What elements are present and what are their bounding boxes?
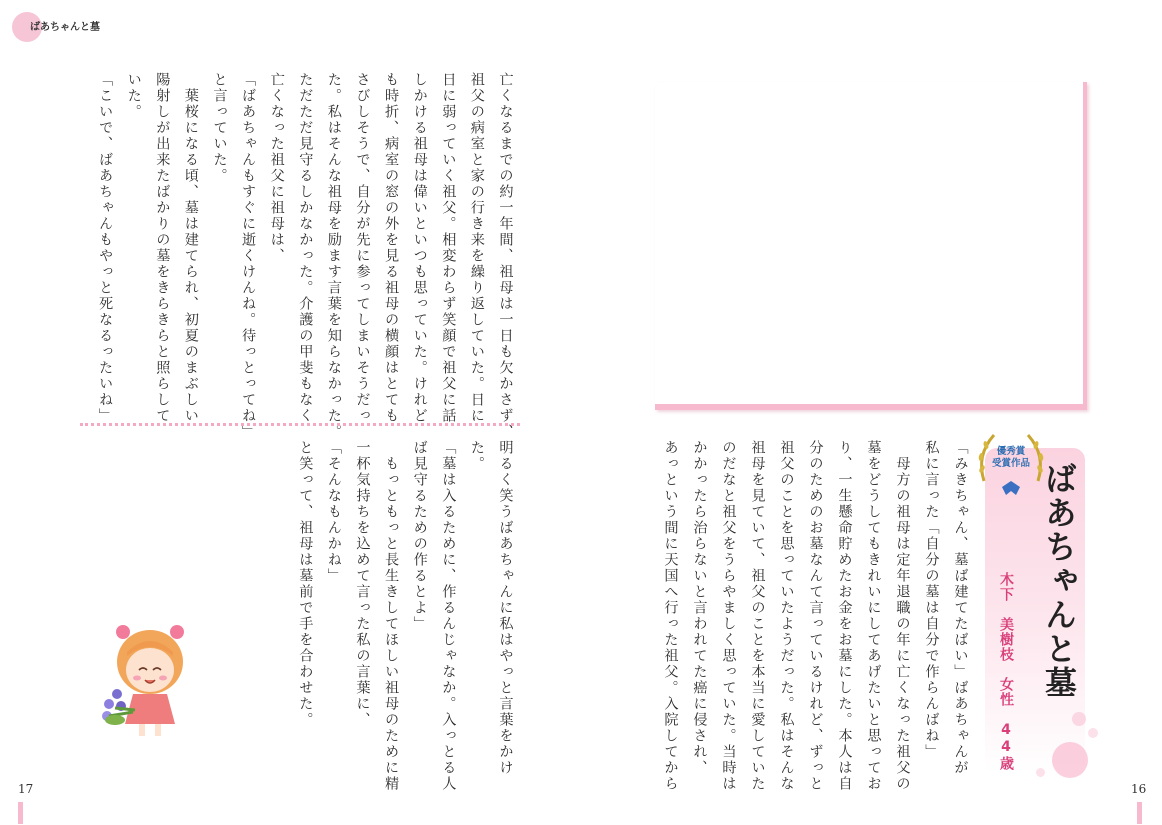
text-column: 母方の祖母は定年退職の年に亡くなった祖父の (894, 440, 911, 792)
decorative-bubble (1088, 728, 1098, 738)
section-divider (80, 423, 520, 426)
text-column: 明るく笑うばあちゃんに私はやっと言葉をかけ (497, 440, 514, 776)
text-column: かかったら治らないと言われてた癌に侵され、 (691, 440, 708, 776)
text-column: さびしそうで、自分が先に参ってしまいそうだっ (354, 72, 371, 424)
text-column: 祖父のことを思っていたようだった。私はそんな (778, 440, 795, 792)
text-column: 「墓は入るために、作るんじゃなか。入っとる人 (440, 440, 457, 792)
text-column: 亡くなるまでの約一年間、祖母は一日も欠かさず、 (497, 72, 514, 440)
text-column: 分のためのお墓なんて言っているけれど、ずっと (807, 440, 824, 792)
text-column: 陽射しが出来たばかりの墓をきらきらと照らして (154, 72, 171, 424)
page-number-left: 17 (18, 782, 34, 796)
text-column: 私に言った「自分の墓は自分で作らんばね」 (923, 440, 940, 760)
text-column: と言っていた。 (211, 72, 228, 184)
decorative-bubble (1072, 712, 1086, 726)
text-column: もっともっと長生きしてほしい祖母のために精 (383, 440, 400, 792)
running-header: ばあちゃんと墓 (30, 22, 100, 33)
text-column: ば見守るための作るとよ」 (411, 440, 428, 632)
girl-with-flowers-illustration (95, 612, 205, 742)
text-column: ただただ見守るしかなかった。介護の甲斐もなく (297, 72, 314, 424)
text-column: 葉桜になる頃、墓は建てられ、初夏のまぶしい (182, 72, 199, 424)
text-column: 日に弱っていく祖父。相変わらず笑顔で祖父に話 (440, 72, 457, 424)
text-column: も時折、病室の窓の外を見る祖母の横顔はとても (383, 72, 400, 424)
text-column: のだなと祖父をうらやましく思っていた。当時は (720, 440, 737, 792)
text-column: 亡くなった祖父に祖母は、 (268, 72, 285, 264)
page-tab-left (18, 802, 23, 824)
text-column: 墓をどうしてもきれいにしてあげたいと思ってお (865, 440, 882, 792)
text-column: 一杯気持ちを込めて言った私の言葉に、 (354, 440, 371, 728)
text-column: しかける祖母は偉いといつも思っていた。けれど (411, 72, 428, 424)
story-title: ばあちゃんと墓 (1040, 462, 1078, 700)
text-column: り、一生懸命貯めたお金をお墓にした。本人は自 (836, 440, 853, 792)
award-line-1: 優秀賞 (996, 446, 1026, 457)
text-column: 祖母を見ていて、祖父のことを本当に愛していた (749, 440, 766, 792)
illustration-frame (655, 82, 1087, 410)
text-column: あっという間に天国へ行った祖父。入院してから (662, 440, 679, 792)
text-column: 「そんなもんかね」 (325, 440, 342, 584)
page-number-right: 16 (1131, 782, 1147, 796)
decorative-bubble (1036, 768, 1045, 777)
text-column: 「ばあちゃんもすぐに逝くけんね。待っとってね」 (240, 72, 257, 440)
page-tab-right (1137, 802, 1142, 824)
text-column: と笑って、祖母は墓前で手を合わせた。 (297, 440, 314, 728)
award-label (980, 446, 1042, 470)
text-column: 祖父の病室と家の行き来を繰り返していた。日に (468, 72, 485, 424)
author-info: 木下 美樹枝 女性 44歳 (998, 572, 1014, 771)
text-column: 「こいで、ばあちゃんもやっと死なるったいね」 (97, 72, 114, 424)
award-line-2: 受賞作品 (991, 458, 1030, 469)
text-column: いた。 (125, 72, 142, 120)
decorative-bubble (1052, 742, 1088, 778)
text-column: 「みきちゃん、墓ば建てたばい」ばあちゃんが (952, 440, 969, 776)
text-column: た。私はそんな祖母を励ます言葉を知らなかった。 (325, 72, 342, 440)
text-column: た。 (468, 440, 485, 472)
